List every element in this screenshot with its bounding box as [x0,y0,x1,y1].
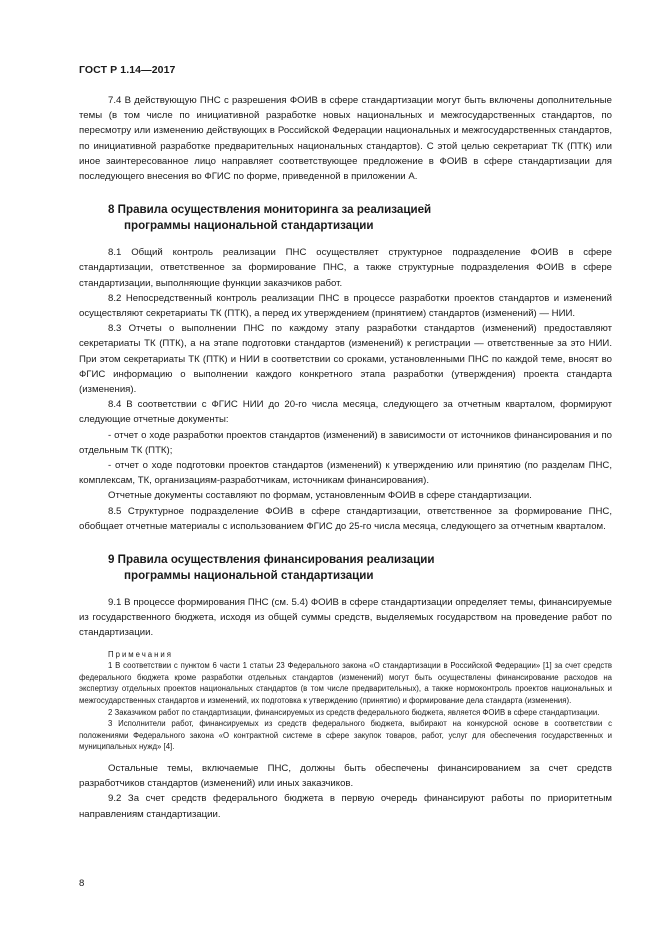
clause-9-1: 9.1 В процессе формирования ПНС (см. 5.4) ФОИВ в сфере стандартизации определяет темы, финансируемые из государственного бюджета, исходя из общей суммы средств, выделяемых государством на проведение работ по стандартизации. [79,597,612,639]
section-9-title-line1: 9 Правила осуществления финансирования реализации [108,553,435,567]
note-2: 2 Заказчиком работ по стандартизации, финансируемых из средств федерального бюджета, является ФОИВ в сфере стандартизации. [108,707,600,717]
section-8-title-line2: программы национальной стандартизации [124,218,374,232]
section-9-heading [79,552,612,583]
clause-8-4-list-item: - отчет о ходе подготовки проектов стандартов (изменений) к утверждению или принятию (по разделам ПНС, комплексам, ТК, организациям-разработчикам, источникам финансирования). [79,460,612,487]
clause-8-3: 8.3 Отчеты о выполнении ПНС по каждому этапу разработки стандартов (изменений) предоставляют секретариаты ТК (ПТК), а на этапе подготовки стандартов (изменений) к регистрации — ответственные за это НИИ. При этом секретариаты ТК (ПТК) и НИИ в соответствии со сроками, установленными ПНС по каждой теме, вносят во ФГИС информацию о выполнении каждого конкретного этапа разработки (утверждения) проекта стандарта (изменения). [79,323,612,396]
clause-8-5: 8.5 Структурное подразделение ФОИВ в сфере стандартизации, ответственное за формирование ПНС, обобщает отчетные материалы с использованием ФГИС до 25-го числа месяца, следующего за отчетным кварталом. [79,505,612,532]
section-8-title-line1: 8 Правила осуществления мониторинга за реализацией [108,203,432,217]
note-3: 3 Исполнители работ, финансируемых из средств федерального бюджета, выбирают на конкурсной основе в соответствии с положениями Федерального закона «О контрактной системе в сфере закупок товаров, работ, услуг для обеспечения государственных и муниципальных нужд» [4]. [79,719,612,752]
clause-9-2: 9.2 За счет средств федерального бюджета в первую очередь финансируют работы по приоритетным направлениям стандартизации. [79,793,612,820]
document-code-header: ГОСТ Р 1.14—2017 [79,64,176,76]
clause-9-1-closing: Остальные темы, включаемые ПНС, должны быть обеспечены финансированием за счет средств разработчиков стандартов (изменений) или иных заказчиков. [79,763,612,790]
clause-8-2: 8.2 Непосредственный контроль реализации ПНС в процессе разработки проектов стандартов и изменений осуществляют секретариаты ТК (ПТК), а перед их утверждением (принятием) стандартов (изменений) — НИИ. [79,292,612,320]
clause-8-4-closing: Отчетные документы составляют по формам, установленным ФОИВ в сфере стандартизации. [108,490,532,502]
note-1: 1 В соответствии с пунктом 6 части 1 статьи 23 Федерального закона «О стандартизации в Российской Федерации» [1] за счет средств федерального бюджета кроме разработки отдельных стандартов (изменений) могут быть осуществлены финансирование расходов на экспертизу отдельных проектов национальных стандартов (в том числе предварительных), а также нормоконтроль проектов национальных и межгосударственных стандартов и изменений, их подготовка к утверждению (принятию) и формирование дела стандарта (изменения). [79,661,612,706]
clause-8-1: 8.1 Общий контроль реализации ПНС осуществляет структурное подразделение ФОИВ в сфере стандартизации, ответственное за формирование ПНС, а также структурные подразделения ФОИВ в сфере стандартизации, выполняющие функции заказчиков работ. [79,247,612,289]
section-9-title-line2: программы национальной стандартизации [124,568,374,582]
clause-8-4-list-item: - отчет о ходе разработки проектов стандартов (изменений) в зависимости от источников финансирования и по отдельным ТК (ПТК); [79,429,612,456]
clause-8-4: 8.4 В соответствии с ФГИС НИИ до 20-го числа месяца, следующего за отчетным кварталом, формируют следующие отчетные документы: [79,399,612,426]
page-content [79,93,612,822]
notes-title: Примечания [108,649,174,659]
section-8-heading [79,202,612,233]
page-number: 8 [79,878,85,889]
notes-block [79,649,612,753]
clause-7-4: 7.4 В действующую ПНС с разрешения ФОИВ в сфере стандартизации могут быть включены дополнительные темы (в том числе по инициативной разработке новых национальных и межгосударственных стандартов, по пересмотру или изменению действующих в Российской Федерации национальных и межгосударственных стандартов, по инициативной разработке предварительных национальных стандартов). С этой целью секретариат ТК (ПТК) или иное заинтересованное лицо направляет соответствующее предложение в ФОИВ в сфере стандартизации для последующего внесения во ФГИС по форме, приведенной в приложении А. [79,95,612,183]
